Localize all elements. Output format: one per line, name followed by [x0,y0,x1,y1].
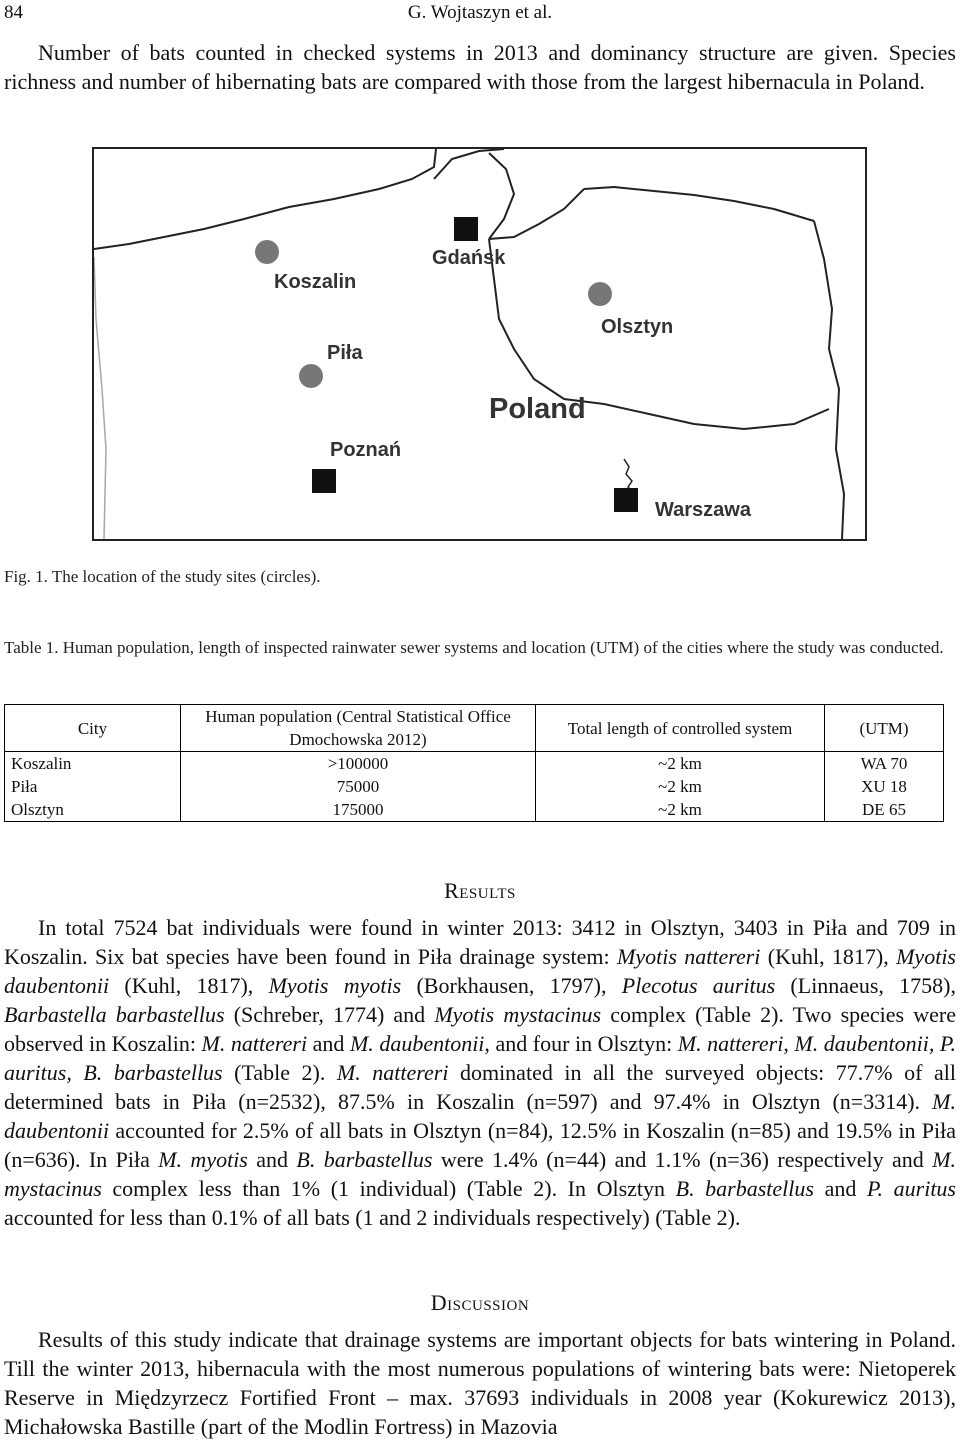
table-row [5,798,944,822]
table-cell: Piła [5,775,181,798]
results-text: (Linnaeus, 1758), [775,973,957,998]
species-name: Plecotus auritus [621,973,776,998]
species-name: M. daubentonii, P. auritus, B. barbastellus [4,1031,957,1085]
map-drawing [94,149,865,539]
table-row [5,775,944,798]
results-text: accounted for 2.5% of all bats in Olsztyn (n=84), 12.5% in Koszalin (n=85) and 19.5% in Piła (n=636). In Piła [4,1118,956,1172]
results-text: (Kuhl, 1817), [109,973,269,998]
species-name: M. mystacinus [4,1147,957,1201]
table-cell: ~2 km [536,775,825,798]
western-border [94,257,106,539]
city-square-warszawa [614,488,638,512]
results-paragraph [4,913,956,1232]
label-koszalin: Koszalin [274,271,357,293]
species-name: B. barbastellus [675,1176,814,1201]
table-cell: 175000 [181,798,536,822]
data-table [4,704,944,822]
table-cell: ~2 km [536,752,825,776]
species-name: M. nattereri [336,1060,449,1085]
label-warszawa: Warszawa [655,499,751,521]
intro-paragraph: Number of bats counted in checked systems in 2013 and dominancy structure are given. Species richness and number of hibernating bats are compared with those from the largest hibernacula in Poland. [4,40,956,94]
species-name: Myotis nattereri [617,944,761,969]
table-cell: WA 70 [825,752,944,776]
northern-border [584,187,814,221]
page-header [0,0,960,30]
site-circle-pila [299,364,323,388]
species-name: M. nattereri [201,1031,308,1056]
species-name: M. nattereri [677,1031,784,1056]
gulf-coast [489,189,584,239]
discussion-heading: Discussion [430,1290,530,1315]
table-cell: 75000 [181,775,536,798]
species-name: P. auritus [866,1176,956,1201]
figure-map [92,147,867,541]
results-text: , and four in Olsztyn: [484,1031,678,1056]
table-cell: Koszalin [5,752,181,776]
results-text: (Borkhausen, 1797), [401,973,622,998]
running-head-authors: G. Wojtaszyn et al. [407,2,553,23]
table-row [5,752,944,776]
results-text: (Kuhl, 1817), [760,944,897,969]
site-circle-olsztyn [588,282,612,306]
species-name: M. daubentonii [349,1031,485,1056]
results-text: dominated in all the surveyed objects: 77.7% of all determined bats in Piła (n=2532), 87.5% in Koszalin (n=597) and 97.4% in Olsztyn (n=3314). [4,1060,956,1114]
species-name: M. myotis [158,1147,248,1172]
table-header-cell: (UTM) [825,705,944,752]
species-name: B. barbastellus [296,1147,433,1172]
figure-caption: Fig. 1. The location of the study sites (circles). [4,567,321,586]
results-text: (Table 2). [222,1060,337,1085]
results-text: and [307,1031,350,1056]
page-number: 84 [4,2,23,23]
label-poznan: Poznań [330,439,402,461]
table-cell: ~2 km [536,798,825,822]
results-text: accounted for less than 0.1% of all bats (1 and 2 individuals respectively) (Table 2). [4,1205,741,1230]
results-text: were 1.4% (n=44) and 1.1% (n=36) respectively and [432,1147,933,1172]
label-gdansk: Gdańsk [432,247,506,269]
label-pila: Piła [327,342,363,364]
results-text: (Schreber, 1774) and [224,1002,435,1027]
table-header-cell: City [5,705,181,752]
species-name: Myotis daubentonii [4,944,956,998]
city-square-poznan [312,469,336,493]
eastern-border [814,221,844,539]
table-cell: XU 18 [825,775,944,798]
results-text: complex (Table 2). Two species were observed in Koszalin: [4,1002,956,1056]
species-name: Barbastella barbastellus [4,1002,225,1027]
results-text: , [783,1031,795,1056]
label-olsztyn: Olsztyn [601,316,674,338]
table-cell: >100000 [181,752,536,776]
city-square-gdansk [454,217,478,241]
discussion-paragraph: Results of this study indicate that drainage systems are important objects for bats wintering in Poland. Till the winter 2013, hibernacula with the most numerous populations of wintering bats were: Nietoperek Reserve in Międzyrzecz Fortified Front – max. 37693 individuals in 2008 year (Kokurewicz 2013), Michałowska Bastille (part of the Modlin Fortress) in Mazovia [4,1327,956,1439]
results-text: complex less than 1% (1 individual) (Table 2). In Olsztyn [101,1176,676,1201]
label-poland: Poland [489,393,586,425]
table-cell: Olsztyn [5,798,181,822]
table-header-row [5,705,944,752]
species-name: Myotis mystacinus [434,1002,602,1027]
table-header-cell: Human population (Central Statistical Office Dmochowska 2012) [181,705,536,752]
species-name: M. daubentonii [4,1089,956,1143]
coastline-west [94,149,436,249]
table-caption: Table 1. Human population, length of inspected rainwater sewer systems and location (UTM) of the cities where the study was conducted. [4,638,944,657]
results-text: and [813,1176,867,1201]
site-circle-koszalin [255,240,279,264]
results-text: In total 7524 bat individuals were found in winter 2013: 3412 in Olsztyn, 3403 in Piła and 709 in Koszalin. Six bat species have been found in Piła drainage system: [4,915,956,969]
table-header-cell: Total length of controlled system [536,705,825,752]
species-name: Myotis myotis [268,973,402,998]
results-heading: Results [444,878,516,903]
results-text: and [247,1147,297,1172]
table-cell: DE 65 [825,798,944,822]
